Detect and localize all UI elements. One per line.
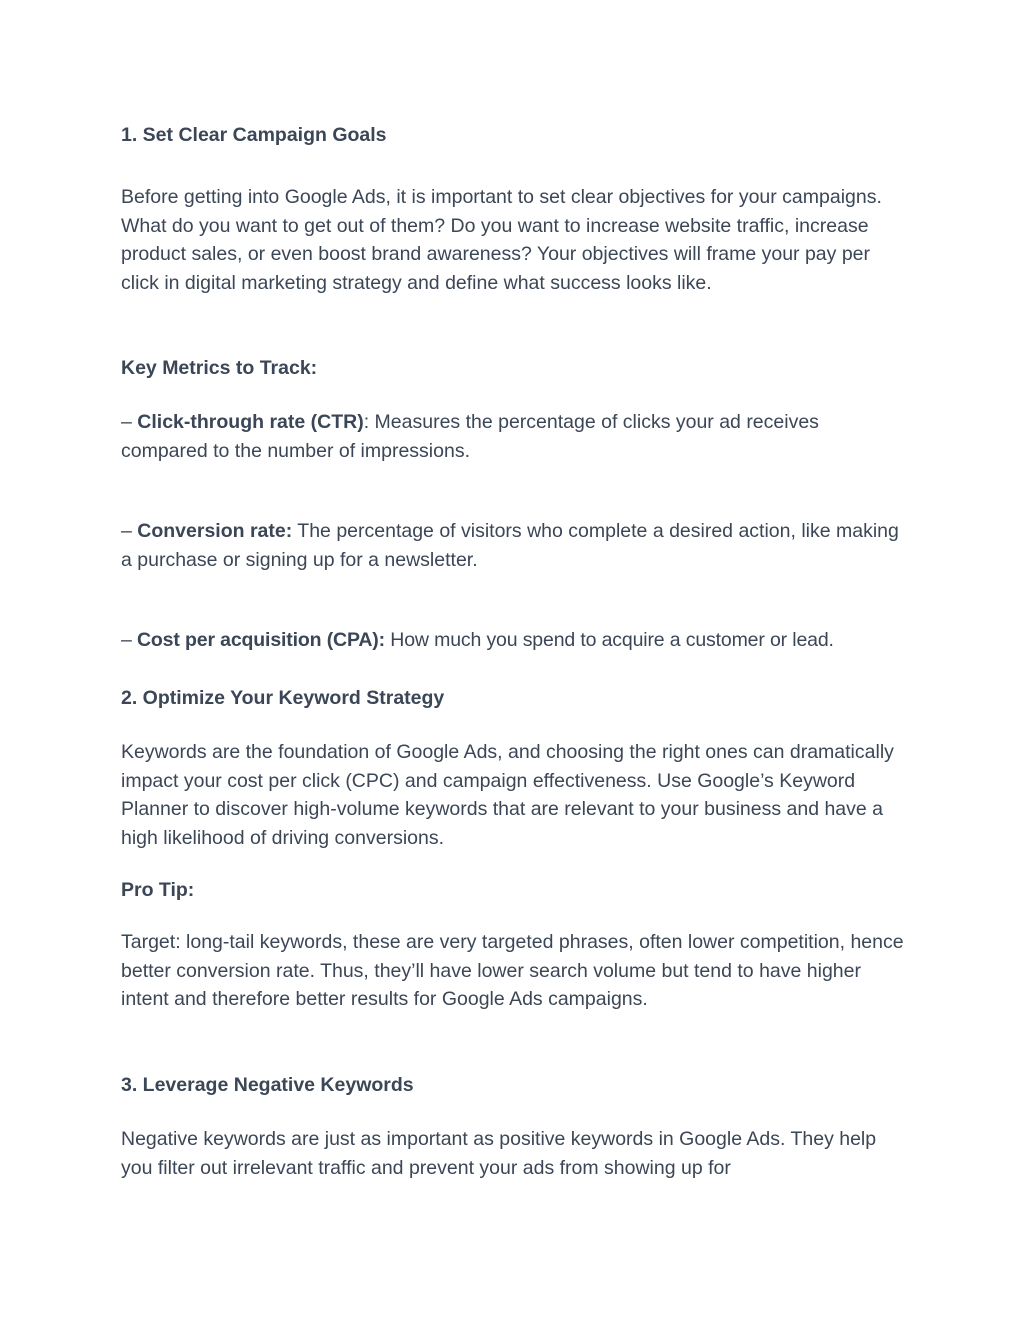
metric-term: Conversion rate: <box>137 520 293 542</box>
section-2-paragraph: Keywords are the foundation of Google Ads, and choosing the right ones can dramatically impact your cost per click (CPC) and campaign effectiveness. Use Google’s Keyword Planner to discover high-volume keywords that are relevant to your business and have a high likelihood of driving conversions. <box>121 741 894 849</box>
metric-dash: – <box>121 411 132 433</box>
section-2-heading: 2. Optimize Your Keyword Strategy <box>121 687 445 709</box>
section-1-paragraph: Before getting into Google Ads, it is important to set clear objectives for your campaigns. What do you want to get out of them? Do you want to increase website traffic, increase product sales, or even boost brand awareness? Your objectives will frame your pay per click in digital marketing strategy and define what success looks like. <box>121 186 882 294</box>
section-1-heading: 1. Set Clear Campaign Goals <box>121 124 387 146</box>
metric-cpa <box>121 626 921 655</box>
metric-description: Measures the percentage of clicks your ad receives compared to the number of impressions. <box>121 411 819 462</box>
metric-separator: : <box>363 411 370 433</box>
metric-term: Click-through rate (CTR) <box>137 411 364 433</box>
pro-tip-text: Target: long-tail keywords, these are very targeted phrases, often lower competition, hence better conversion rate. Thus, they’ll have lower search volume but tend to have higher intent and therefore better results for Google Ads campaigns. <box>121 931 904 1011</box>
pro-tip-heading: Pro Tip: <box>121 879 195 901</box>
metric-description: The percentage of visitors who complete a desired action, like making a purchase or signing up for a newsletter. <box>121 520 899 571</box>
section-3-heading: 3. Leverage Negative Keywords <box>121 1074 414 1096</box>
key-metrics-heading: Key Metrics to Track: <box>121 357 318 379</box>
metric-dash: – <box>121 520 132 542</box>
metric-dash: – <box>121 629 132 651</box>
metric-term: Cost per acquisition (CPA): <box>136 629 385 651</box>
metric-conversion-rate <box>121 517 911 574</box>
section-3-paragraph: Negative keywords are just as important as positive keywords in Google Ads. They help you filter out irrelevant traffic and prevent your ads from showing up for <box>121 1128 877 1179</box>
metric-description: How much you spend to acquire a customer or lead. <box>385 629 834 651</box>
metric-ctr <box>121 408 911 465</box>
